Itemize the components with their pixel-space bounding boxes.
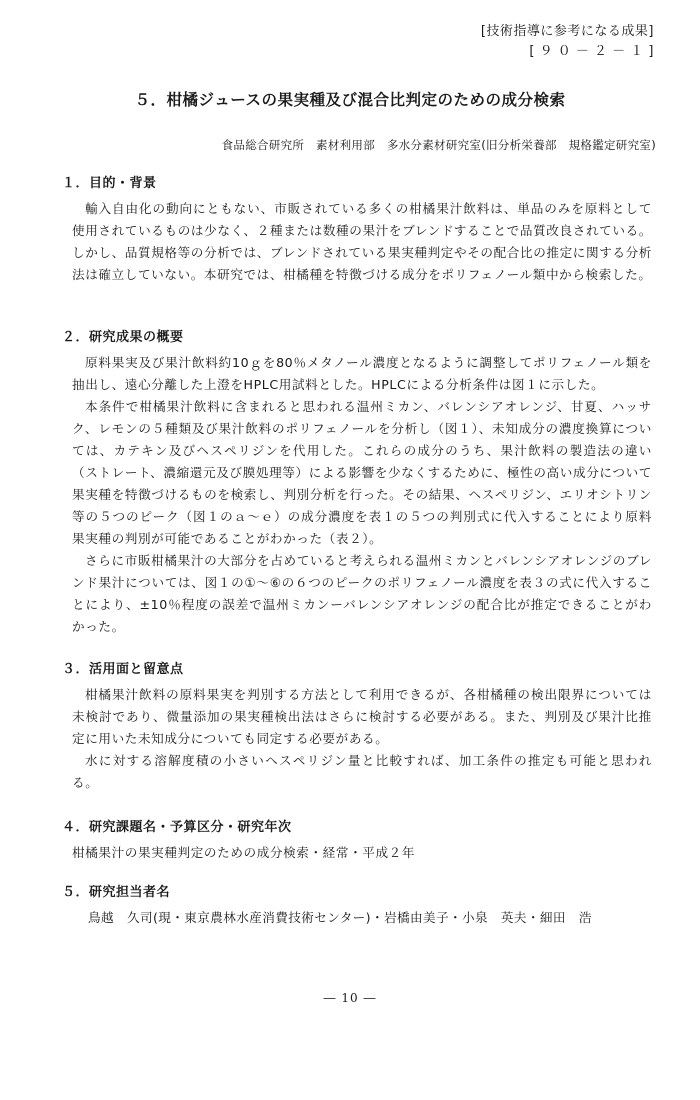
paragraph: 輸入自由化の動向にともない、市販されている多くの柑橘果汁飲料は、単品のみを原料として使用されているものは少なく、２種または数種の果汁をブレンドすることで品質改良されている。しかし、品質規格等の分析では、ブレンドされている果実種判定やその配合比の推定に関する分析法は確立していない。本研究では、柑橘種を特徴づける成分をポリフェノール類中から検索した。 [72, 201, 652, 282]
section-heading: ５．研究担当者名 [62, 885, 171, 900]
section-researchers [62, 883, 652, 929]
paragraph: 本条件で柑橘果汁飲料に含まれると思われる温州ミカン、バレンシアオレンジ、甘夏、ハッサク、レモンの５種類及び果汁飲料のポリフェノールを分析し（図１）、未知成分の濃度換算については、カテキン及びヘスペリジンを代用した。これらの成分のうち、果汁飲料の製造法の違い（ストレート、濃縮還元及び膜処理等）による影響を少なくするために、極性の高い成分について果実種を特徴づけるものを検索し、判別分析を行った。その結果、ヘスペリジン、エリオシトリン等の５つのピーク（図１のａ～ｅ）の成分濃度を表１の５つの判別式に代入することにより原料果実種の判別が可能であることがわかった（表２）。 [72, 399, 652, 546]
report-code: [ ９ ０ － ２ － １ ] [529, 44, 654, 59]
report-category: [技術指導に参考になる成果] [480, 24, 654, 39]
paragraph: 柑橘果汁の果実種判定のための成分検索・経常・平成２年 [72, 845, 416, 860]
paragraph: 柑橘果汁飲料の原料果実を判別する方法として利用できるが、各柑橘種の検出限界については未検討であり、微量添加の果実種検出法はさらに検討する必要がある。また、判別及び果汁比推定に用いた未知成分についても同定する必要がある。 [72, 687, 652, 746]
section-project-info [62, 818, 652, 864]
section-application [62, 660, 652, 794]
report-tag [481, 22, 654, 62]
researcher-names: 鳥越 久司(現・東京農林水産消費技術センター)・岩橋由美子・小泉 英夫・細田 浩 [88, 910, 592, 925]
paragraph: 水に対する溶解度積の小さいヘスペリジン量と比較すれば、加工条件の推定も可能と思われる。 [72, 753, 652, 790]
section-purpose [62, 174, 652, 286]
section-heading: ３．活用面と留意点 [62, 662, 184, 677]
page-number: ― 10 ― [323, 991, 377, 1005]
paragraph: さらに市販柑橘果汁の大部分を占めていると考えられる温州ミカンとバレンシアオレンジのブレンド果汁については、図１の①～⑥の６つのピークのポリフェノール濃度を表３の式に代入することにより、±10％程度の誤差で温州ミカンーバレンシアオレンジの配合比が推定できることがわかった。 [72, 553, 652, 634]
affiliation: 食品総合研究所 素材利用部 多水分素材研究室(旧分析栄養部 規格鑑定研究室) [221, 138, 656, 152]
section-summary [62, 328, 652, 638]
section-heading: ４．研究課題名・予算区分・研究年次 [62, 820, 292, 835]
document-title: ５．柑橘ジュースの果実種及び混合比判定のための成分検索 [134, 91, 566, 109]
section-heading: １．目的・背景 [62, 176, 157, 191]
section-heading: ２．研究成果の概要 [62, 330, 184, 345]
paragraph: 原料果実及び果汁飲料約10ｇを80％メタノール濃度となるように調整してポリフェノール類を抽出し、遠心分離した上澄をHPLC用試料とした。HPLCによる分析条件は図１に示した。 [72, 355, 652, 392]
